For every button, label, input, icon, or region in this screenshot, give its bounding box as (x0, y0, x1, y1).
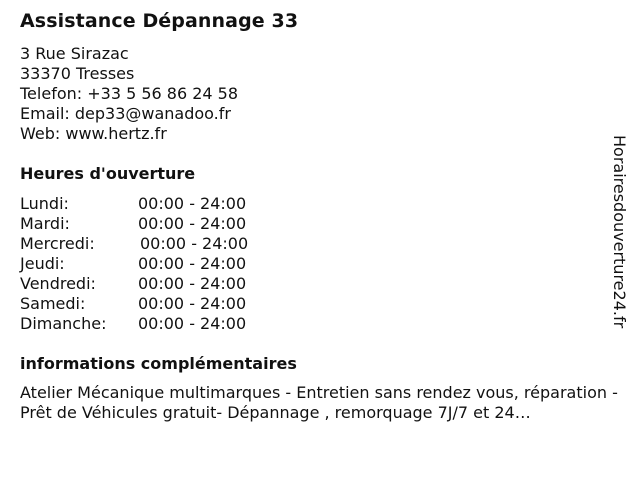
site-watermark: Horairesdouverture24.fr (610, 135, 629, 329)
website: Web: www.hertz.fr (20, 124, 167, 143)
day-label: Lundi: (20, 194, 69, 213)
contact-block (20, 44, 238, 144)
email-address: Email: dep33@wanadoo.fr (20, 104, 231, 123)
time-range: 00:00 - 24:00 (140, 234, 249, 253)
day-label: Jeudi: (20, 254, 65, 273)
time-range: 00:00 - 24:00 (138, 294, 247, 313)
day-label: Samedi: (20, 294, 86, 313)
business-name: Assistance Dépannage 33 (20, 10, 299, 32)
time-range: 00:00 - 24:00 (138, 214, 247, 233)
street-address: 3 Rue Sirazac (20, 44, 129, 63)
day-label: Mercredi: (20, 234, 95, 253)
day-label: Vendredi: (20, 274, 96, 293)
time-range: 00:00 - 24:00 (138, 314, 247, 333)
city-postal: 33370 Tresses (20, 64, 135, 83)
day-label: Dimanche: (20, 314, 107, 333)
time-range: 00:00 - 24:00 (138, 254, 247, 273)
info-description: Atelier Mécanique multimarques - Entretien sans rendez vous, réparation - Prêt de Véhicules gratuit- Dépannage , remorquage 7J/7 et 24… (20, 383, 618, 422)
info-heading: informations complémentaires (20, 354, 297, 373)
day-label: Mardi: (20, 214, 70, 233)
hours-heading: Heures d'ouverture (20, 164, 196, 183)
time-range: 00:00 - 24:00 (138, 274, 247, 293)
phone-number: Telefon: +33 5 56 86 24 58 (20, 84, 239, 103)
time-range: 00:00 - 24:00 (138, 194, 247, 213)
